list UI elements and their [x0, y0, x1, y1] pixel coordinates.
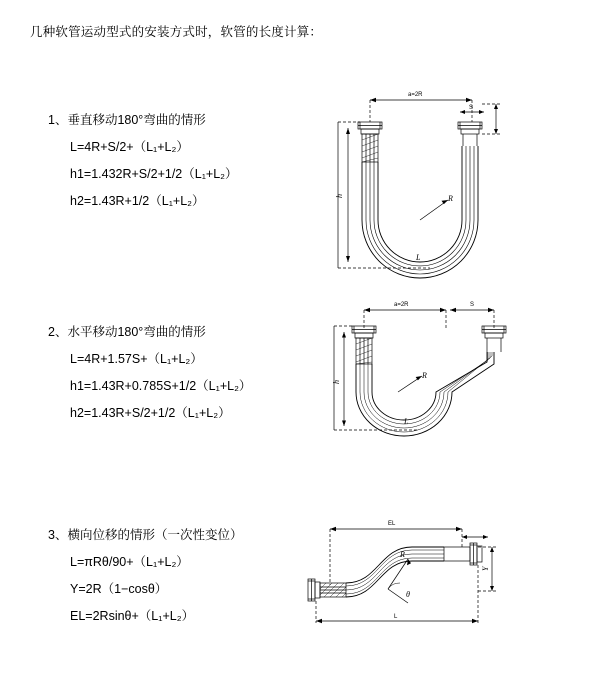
section-3-formula-2: Y=2R（1−cosθ）: [70, 582, 168, 596]
svg-text:Y: Y: [481, 566, 490, 571]
svg-text:a=2R: a=2R: [394, 302, 409, 308]
lateral-offset-diagram: [292, 507, 522, 637]
svg-text:S: S: [470, 302, 475, 308]
section-2-heading: 2、水平移动180°弯曲的情形: [48, 325, 206, 339]
section-2-formula-2: h1=1.43R+0.785S+1/2（L₁+L₂）: [70, 379, 252, 393]
svg-text:S: S: [469, 105, 474, 111]
svg-text:h: h: [332, 380, 341, 384]
section-1-formula-3: h2=1.43R+1/2（L₁+L₂）: [70, 194, 205, 208]
section-1-formula-2: h1=1.432R+S/2+1/2（L₁+L₂）: [70, 167, 238, 181]
svg-text:L: L: [394, 614, 398, 620]
svg-text:L: L: [404, 417, 409, 426]
svg-text:R: R: [448, 194, 453, 203]
page-title: 几种软管运动型式的安装方式时，软管的长度计算：: [30, 25, 323, 39]
section-3-formula-1: L=πRθ/90+（L₁+L₂）: [70, 555, 189, 569]
vertical-180-bend-diagram: [320, 70, 540, 280]
svg-text:a=2R: a=2R: [408, 92, 423, 98]
svg-text:R: R: [422, 371, 427, 380]
section-3-heading: 3、横向位移的情形（一次性变位）: [48, 528, 243, 542]
svg-text:h: h: [335, 194, 344, 198]
section-1-formula-1: L=4R+S/2+（L₁+L₂）: [70, 140, 189, 154]
section-3-formula-3: EL=2Rsinθ+（L₁+L₂）: [70, 609, 195, 623]
section-3-text: [48, 525, 298, 633]
svg-text:L: L: [416, 253, 421, 262]
section-1-text: [48, 110, 298, 218]
section-2-text: [48, 322, 298, 430]
horizontal-180-bend-diagram: [318, 280, 538, 460]
section-2-formula-1: L=4R+1.57S+（L₁+L₂）: [70, 352, 203, 366]
svg-text:EL: EL: [388, 521, 396, 527]
svg-text:R: R: [400, 550, 405, 559]
svg-text:θ: θ: [406, 590, 410, 599]
section-2-formula-3: h2=1.43R+S/2+1/2（L₁+L₂）: [70, 406, 231, 420]
section-1-heading: 1、垂直移动180°弯曲的情形: [48, 113, 206, 127]
